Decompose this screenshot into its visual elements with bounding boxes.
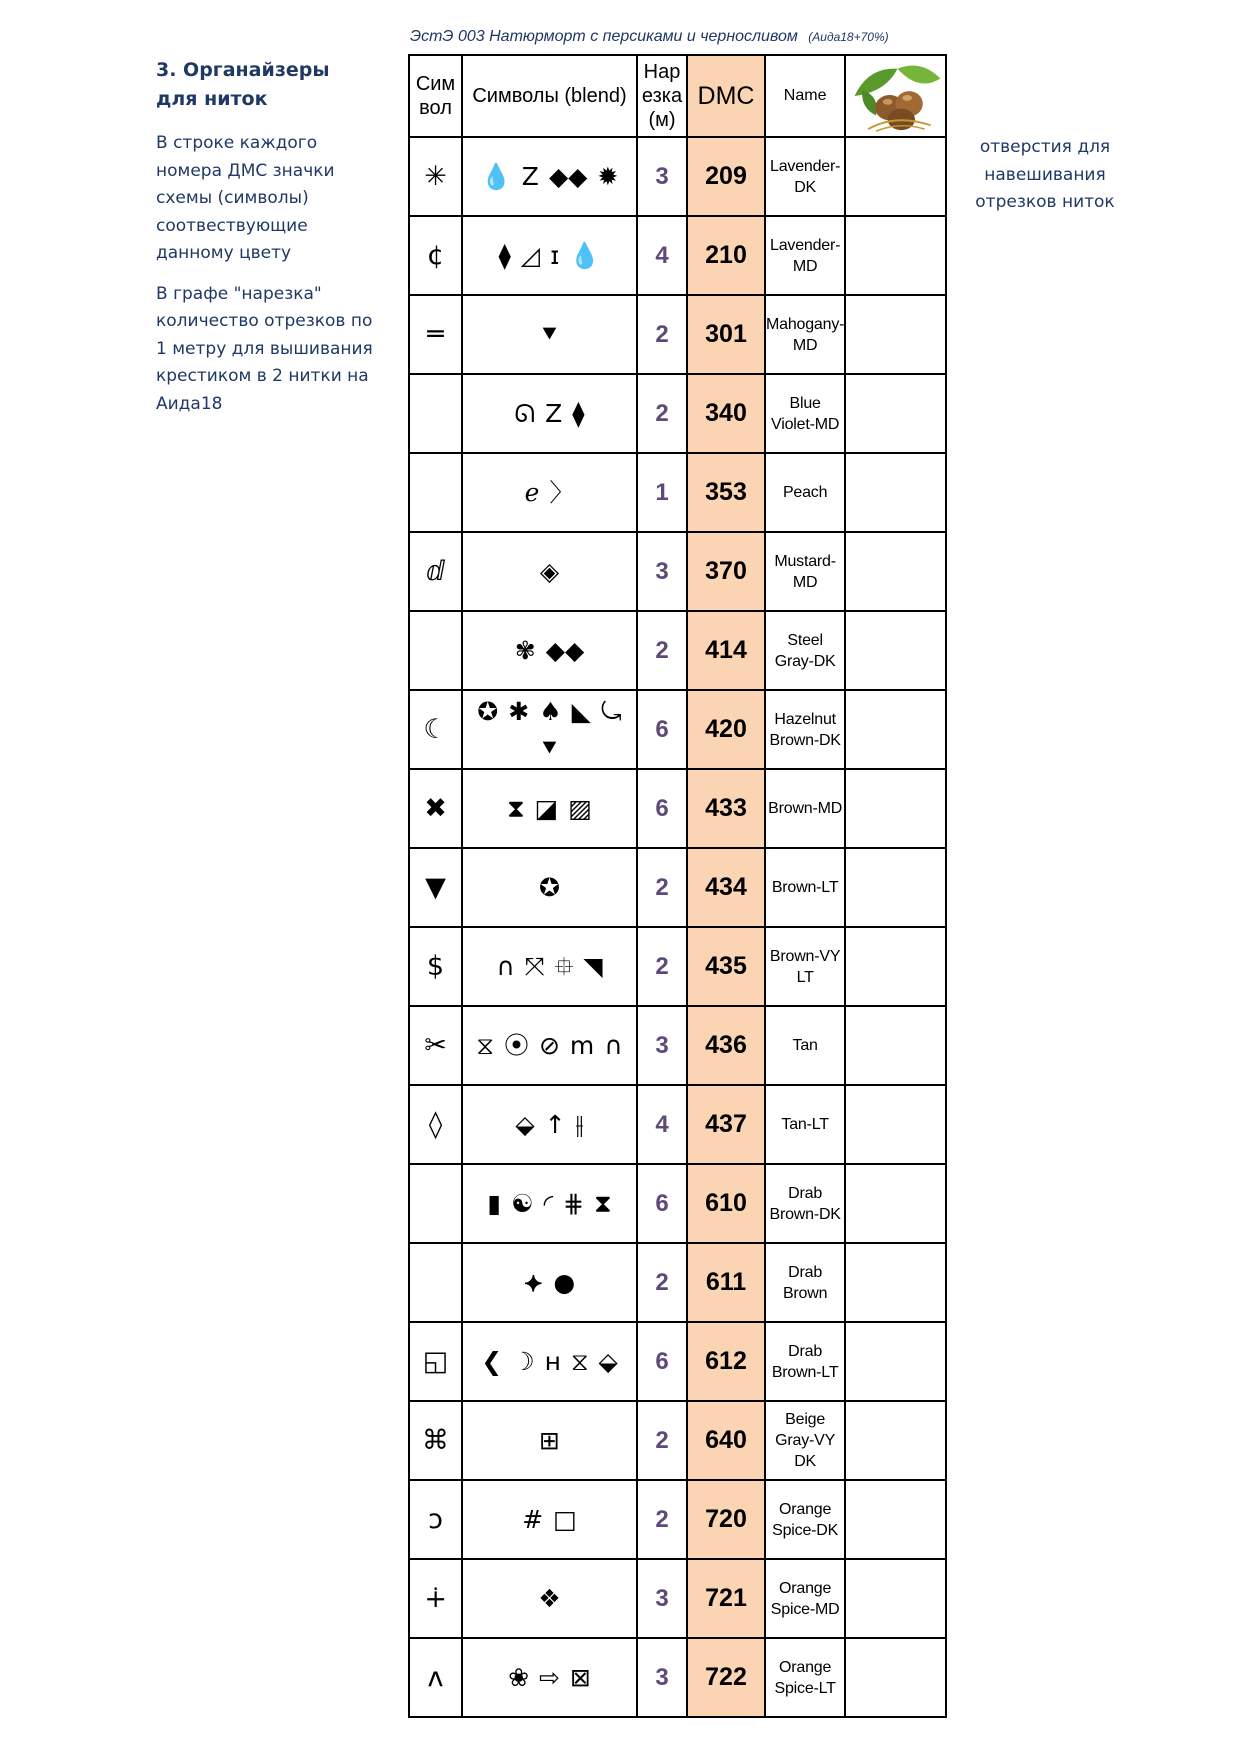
table-row	[409, 532, 946, 611]
blend-symbol: ⦿	[503, 1031, 529, 1060]
blend-symbol: ⊞	[539, 1426, 560, 1455]
blend-symbol: Z	[521, 162, 539, 191]
blend-symbol: m	[569, 1031, 595, 1060]
blend-symbol: Z	[545, 399, 563, 428]
blend-symbol: ✪	[539, 873, 560, 902]
table-row	[409, 216, 946, 295]
blend-symbol: ❮	[481, 1347, 503, 1376]
blend-symbol: ⧖	[476, 1031, 494, 1060]
symbol-cell: $	[409, 927, 462, 1006]
blend-symbols-cell	[462, 1164, 637, 1243]
header-row	[409, 55, 946, 137]
symbol-cell: ¢	[409, 216, 462, 295]
blend-symbol: ✱	[508, 696, 530, 726]
dmc-number-cell: 436	[687, 1006, 765, 1085]
blend-symbols-cell	[462, 1559, 637, 1638]
table-row	[409, 1322, 946, 1401]
cut-count-cell: 2	[637, 1401, 687, 1480]
blend-symbol: ᘏ	[514, 399, 536, 428]
blend-symbols-cell	[462, 1638, 637, 1717]
blend-symbol: ɪ	[550, 241, 560, 270]
blend-symbol: ⧖	[570, 1347, 589, 1376]
cut-count-cell: 2	[637, 848, 687, 927]
thread-hole-cell	[845, 374, 946, 453]
right-note: отверстия для навешивания отрезков ниток	[975, 137, 1115, 212]
blend-symbols-cell	[462, 1085, 637, 1164]
blend-symbols-cell	[462, 216, 637, 295]
thread-hole-cell	[845, 690, 946, 769]
color-name-cell: Mustard-MD	[765, 532, 845, 611]
cut-count-cell: 2	[637, 1480, 687, 1559]
dmc-number-cell: 611	[687, 1243, 765, 1322]
blend-symbol: н	[544, 1347, 561, 1376]
blend-symbol: ▨	[568, 794, 592, 823]
cut-count-cell: 2	[637, 374, 687, 453]
color-name-cell: Steel Gray-DK	[765, 611, 845, 690]
blend-symbol: ∩	[604, 1031, 623, 1060]
header-symbol: Сим вол	[409, 55, 462, 137]
cut-count-cell: 2	[637, 611, 687, 690]
dmc-number-cell: 210	[687, 216, 765, 295]
blend-symbol: 💧	[480, 162, 512, 191]
dmc-number-cell: 720	[687, 1480, 765, 1559]
blend-symbols-cell	[462, 1006, 637, 1085]
thread-hole-cell	[845, 1401, 946, 1480]
table-row	[409, 848, 946, 927]
color-name-cell: Tan	[765, 1006, 845, 1085]
blend-symbol: ◿	[520, 241, 541, 270]
table-row	[409, 295, 946, 374]
symbol-cell: ◱	[409, 1322, 462, 1401]
blend-symbol: ⤿	[600, 696, 622, 726]
dmc-number-cell: 437	[687, 1085, 765, 1164]
blend-symbol: ⯌	[523, 1268, 544, 1297]
document-title	[410, 28, 970, 46]
table-body	[409, 137, 946, 1717]
cut-count-cell: 4	[637, 216, 687, 295]
symbol-cell	[409, 1243, 462, 1322]
symbol-cell	[409, 453, 462, 532]
cut-count-cell: 6	[637, 1322, 687, 1401]
color-name-cell: Orange Spice-MD	[765, 1559, 845, 1638]
blend-symbols-cell	[462, 1401, 637, 1480]
blend-symbols-cell	[462, 1243, 637, 1322]
blend-symbol: ✪	[477, 696, 499, 726]
section-heading: 3. Органайзеры для ниток	[156, 59, 330, 110]
header-blend: Символы (blend)	[462, 55, 637, 137]
symbol-cell: ʌ	[409, 1638, 462, 1717]
blend-symbol: □	[553, 1505, 577, 1534]
thread-hole-cell	[845, 611, 946, 690]
blend-symbols-cell	[462, 295, 637, 374]
thread-hole-cell	[845, 1559, 946, 1638]
cut-count-cell: 3	[637, 1006, 687, 1085]
dmc-number-cell: 414	[687, 611, 765, 690]
table-row	[409, 374, 946, 453]
blend-symbols-cell	[462, 137, 637, 216]
header-dmc: DMC	[687, 55, 765, 137]
thread-hole-cell	[845, 216, 946, 295]
color-name-cell: Mahogany-MD	[765, 295, 845, 374]
title-note: (Аида18+70%)	[808, 30, 889, 44]
color-name-cell: Beige Gray-VY DK	[765, 1401, 845, 1480]
table-row	[409, 1638, 946, 1717]
blend-symbols-cell	[462, 453, 637, 532]
thread-hole-cell	[845, 1243, 946, 1322]
symbol-cell: ✳	[409, 137, 462, 216]
blend-symbol: ☽	[512, 1347, 535, 1376]
blend-symbol: ◆◆	[548, 162, 588, 191]
thread-hole-cell	[845, 927, 946, 1006]
cut-count-cell: 1	[637, 453, 687, 532]
thread-hole-cell	[845, 295, 946, 374]
symbol-cell: ═	[409, 295, 462, 374]
color-name-cell: Drab Brown-DK	[765, 1164, 845, 1243]
color-name-cell: Orange Spice-LT	[765, 1638, 845, 1717]
color-name-cell: Brown-MD	[765, 769, 845, 848]
blend-symbol: ●	[553, 1268, 576, 1297]
thread-hole-cell	[845, 1480, 946, 1559]
dmc-number-cell: 435	[687, 927, 765, 1006]
thread-hole-cell	[845, 769, 946, 848]
table-row	[409, 1401, 946, 1480]
symbol-cell: ☾	[409, 690, 462, 769]
cut-count-cell: 6	[637, 1164, 687, 1243]
symbol-cell: ↄ	[409, 1480, 462, 1559]
blend-symbol: ▮	[487, 1189, 502, 1218]
table-row	[409, 453, 946, 532]
cut-count-cell: 3	[637, 532, 687, 611]
thread-hole-cell	[845, 453, 946, 532]
table-row	[409, 1243, 946, 1322]
table-row	[409, 769, 946, 848]
blend-symbols-cell	[462, 927, 637, 1006]
header-cut: Нар езка (м)	[637, 55, 687, 137]
blend-symbols-cell	[462, 611, 637, 690]
symbol-cell: ✂	[409, 1006, 462, 1085]
dmc-number-cell: 610	[687, 1164, 765, 1243]
blend-symbol: ◆◆	[545, 636, 585, 665]
table-row	[409, 1480, 946, 1559]
note-cut: В графе "нарезка" количество отрезков по 1 метру для вышивания крестиком в 2 нитки на Аида18	[156, 283, 373, 414]
symbol-cell: ◊	[409, 1085, 462, 1164]
table-row	[409, 1164, 946, 1243]
blend-symbol: ♠	[539, 696, 562, 726]
symbol-cell: ▼	[409, 848, 462, 927]
blend-symbol: ✹	[597, 162, 619, 191]
thread-hole-cell	[845, 1006, 946, 1085]
color-name-cell: Lavender-MD	[765, 216, 845, 295]
color-name-cell: Lavender-DK	[765, 137, 845, 216]
dmc-number-cell: 612	[687, 1322, 765, 1401]
symbol-cell: ⌘	[409, 1401, 462, 1480]
blend-symbols-cell	[462, 1480, 637, 1559]
thread-hole-cell	[845, 1638, 946, 1717]
blend-symbols-cell	[462, 769, 637, 848]
color-name-cell: Brown-LT	[765, 848, 845, 927]
blend-symbol: ⋕	[563, 1189, 585, 1218]
table-row	[409, 611, 946, 690]
dmc-number-cell: 434	[687, 848, 765, 927]
table-row	[409, 690, 946, 769]
blend-symbol: ◜	[543, 1189, 554, 1218]
blend-symbols-cell	[462, 374, 637, 453]
thread-hole-cell	[845, 1085, 946, 1164]
blend-symbol: ⤧	[524, 952, 545, 981]
blend-symbol: ❀	[508, 1663, 530, 1692]
blend-symbol: ⧫	[498, 241, 511, 270]
symbol-cell	[409, 374, 462, 453]
table-row	[409, 1085, 946, 1164]
blend-symbol: ℯ	[524, 478, 540, 507]
thread-hole-cell	[845, 532, 946, 611]
cut-count-cell: 3	[637, 137, 687, 216]
dmc-number-cell: 353	[687, 453, 765, 532]
symbol-cell: ✖	[409, 769, 462, 848]
title-text: ЭстЭ 003 Натюрморт с персиками и черносливом	[410, 28, 798, 45]
symbol-cell: ∔	[409, 1559, 462, 1638]
symbol-cell	[409, 1164, 462, 1243]
blend-symbol: ⊠	[569, 1663, 591, 1692]
blend-symbol: ◥	[583, 952, 603, 981]
blend-symbol: ✾	[514, 636, 536, 665]
thread-organizer-table	[408, 54, 947, 1718]
blend-symbols-cell	[462, 848, 637, 927]
table-row	[409, 137, 946, 216]
color-name-cell: Peach	[765, 453, 845, 532]
dmc-number-cell: 301	[687, 295, 765, 374]
dmc-number-cell: 433	[687, 769, 765, 848]
color-name-cell: Brown-VY LT	[765, 927, 845, 1006]
blend-symbol: ⯆	[539, 320, 560, 349]
cut-count-cell: 3	[637, 1638, 687, 1717]
blend-symbol: ⬙	[598, 1347, 618, 1376]
blend-symbol: ◪	[534, 794, 559, 823]
cut-count-cell: 2	[637, 1243, 687, 1322]
note-symbols: В строке каждого номера ДМС значки схемы (символы) соотвествующие данному цвету	[156, 133, 335, 263]
left-notes	[156, 56, 376, 431]
thread-hole-cell	[845, 848, 946, 927]
blend-symbol: ⇨	[539, 1663, 560, 1692]
blend-symbol: 💧	[569, 241, 601, 270]
table-row	[409, 927, 946, 1006]
color-name-cell: Blue Violet-MD	[765, 374, 845, 453]
dmc-number-cell: 209	[687, 137, 765, 216]
dmc-number-cell: 722	[687, 1638, 765, 1717]
blend-symbol: ↑	[544, 1110, 566, 1139]
blend-symbol: ⊘	[538, 1031, 560, 1060]
blend-symbol: ⫲	[575, 1110, 584, 1139]
blend-symbol: #	[522, 1505, 544, 1534]
blend-symbol: 〉	[549, 478, 575, 507]
cut-count-cell: 6	[637, 769, 687, 848]
cut-count-cell: 2	[637, 927, 687, 1006]
color-name-cell: Drab Brown-LT	[765, 1322, 845, 1401]
cut-count-cell: 4	[637, 1085, 687, 1164]
symbol-cell: ⅆ	[409, 532, 462, 611]
dmc-number-cell: 340	[687, 374, 765, 453]
cut-count-cell: 6	[637, 690, 687, 769]
cut-count-cell: 3	[637, 1559, 687, 1638]
blend-symbols-cell	[462, 532, 637, 611]
color-name-cell: Orange Spice-DK	[765, 1480, 845, 1559]
thread-hole-cell	[845, 1322, 946, 1401]
blend-symbol: ⧗	[594, 1189, 612, 1218]
color-name-cell: Hazelnut Brown-DK	[765, 690, 845, 769]
color-name-cell: Tan-LT	[765, 1085, 845, 1164]
blend-symbols-cell	[462, 1322, 637, 1401]
blend-symbol: ◣	[571, 696, 591, 726]
table-row	[409, 1559, 946, 1638]
dmc-number-cell: 721	[687, 1559, 765, 1638]
blend-symbol: ⯆	[539, 733, 560, 763]
blend-symbol: ☯	[511, 1189, 534, 1218]
header-name: Name	[765, 55, 845, 137]
dmc-number-cell: 420	[687, 690, 765, 769]
hazelnut-leaves-icon	[846, 57, 945, 135]
color-name-cell: Drab Brown	[765, 1243, 845, 1322]
dmc-number-cell: 370	[687, 532, 765, 611]
blend-symbol: ⯐	[554, 952, 574, 981]
blend-symbol: ⧗	[507, 794, 525, 823]
blend-symbol: ⬙	[515, 1110, 535, 1139]
dmc-number-cell: 640	[687, 1401, 765, 1480]
blend-symbol: ❖	[538, 1584, 561, 1613]
cut-count-cell: 2	[637, 295, 687, 374]
header-logo-cell	[845, 55, 946, 137]
symbol-cell	[409, 611, 462, 690]
blend-symbol: ∩	[496, 952, 515, 981]
blend-symbol: ⧫	[572, 399, 585, 428]
blend-symbols-cell	[462, 690, 637, 769]
thread-hole-cell	[845, 137, 946, 216]
table-row	[409, 1006, 946, 1085]
thread-hole-cell	[845, 1164, 946, 1243]
blend-symbol: ◈	[539, 557, 560, 586]
